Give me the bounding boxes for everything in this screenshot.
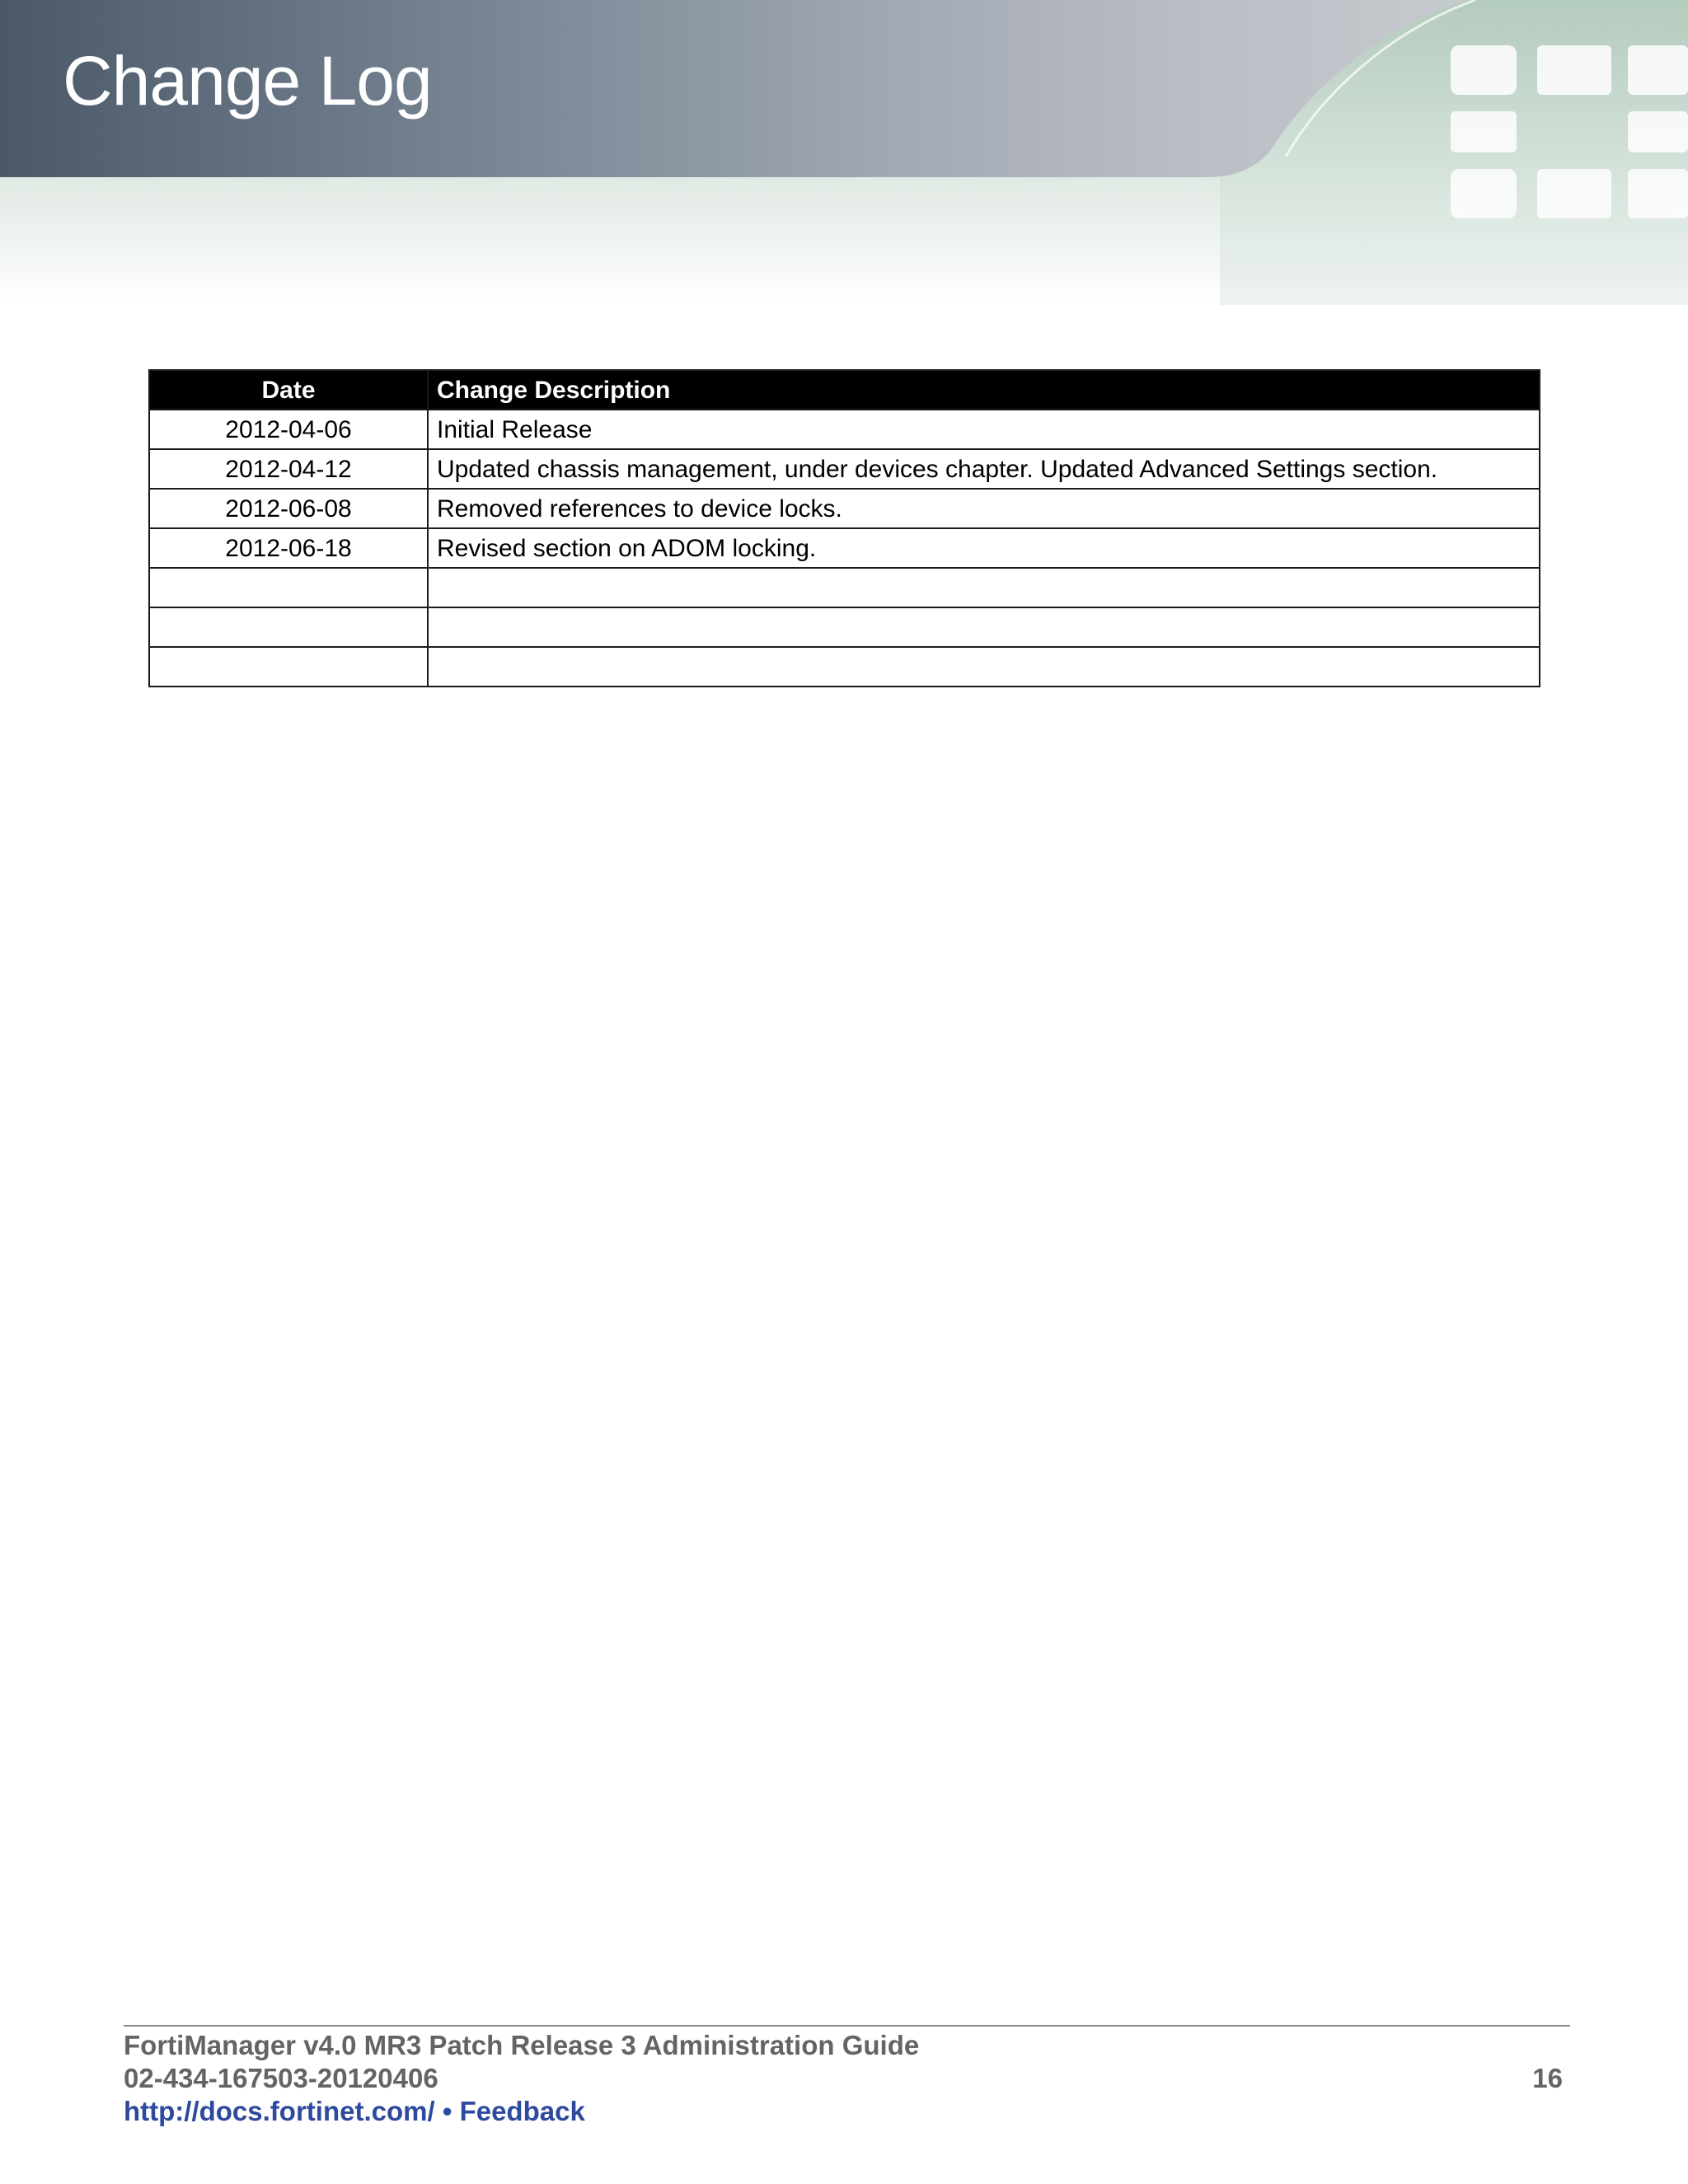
table-row: [149, 489, 1540, 528]
row-date: 2012-06-18: [149, 528, 428, 568]
docs-link[interactable]: http://docs.fortinet.com/: [124, 2096, 435, 2126]
row-date: [149, 568, 428, 607]
row-description: Initial Release: [428, 410, 1540, 449]
page-title: Change Log: [63, 42, 432, 120]
footer-links: [124, 2095, 1562, 2128]
row-description: [428, 647, 1540, 687]
table-header: [149, 370, 1540, 410]
table-row-empty: [149, 647, 1540, 687]
footer-doc-number: 02-434-167503-20120406: [124, 2063, 438, 2093]
row-date: 2012-06-08: [149, 489, 428, 528]
row-date: 2012-04-12: [149, 449, 428, 489]
footer-guide-title: FortiManager v4.0 MR3 Patch Release 3 Administration Guide: [124, 2030, 920, 2060]
row-description: Removed references to device locks.: [428, 489, 1540, 528]
row-date: 2012-04-06: [149, 410, 428, 449]
page-number: 16: [1532, 2063, 1563, 2093]
column-header-description: Change Description: [428, 370, 1540, 410]
row-description: [428, 607, 1540, 647]
footer-divider: [124, 2025, 1570, 2027]
table-header-row: [149, 370, 1540, 410]
table-row: [149, 528, 1540, 568]
table-row-empty: [149, 568, 1540, 607]
table-body: [149, 410, 1540, 687]
table-row: [149, 449, 1540, 489]
row-date: [149, 647, 428, 687]
footer: [124, 2029, 1562, 2128]
row-description: [428, 568, 1540, 607]
footer-separator: •: [442, 2096, 452, 2126]
row-description: Revised section on ADOM locking.: [428, 528, 1540, 568]
change-log-table: [148, 369, 1540, 687]
table-row: [149, 410, 1540, 449]
row-description: Updated chassis management, under devices chapter. Updated Advanced Settings section.: [428, 449, 1540, 489]
table-row-empty: [149, 607, 1540, 647]
column-header-date: Date: [149, 370, 428, 410]
row-date: [149, 607, 428, 647]
header-banner: [0, 0, 1688, 305]
feedback-link[interactable]: Feedback: [459, 2096, 585, 2126]
